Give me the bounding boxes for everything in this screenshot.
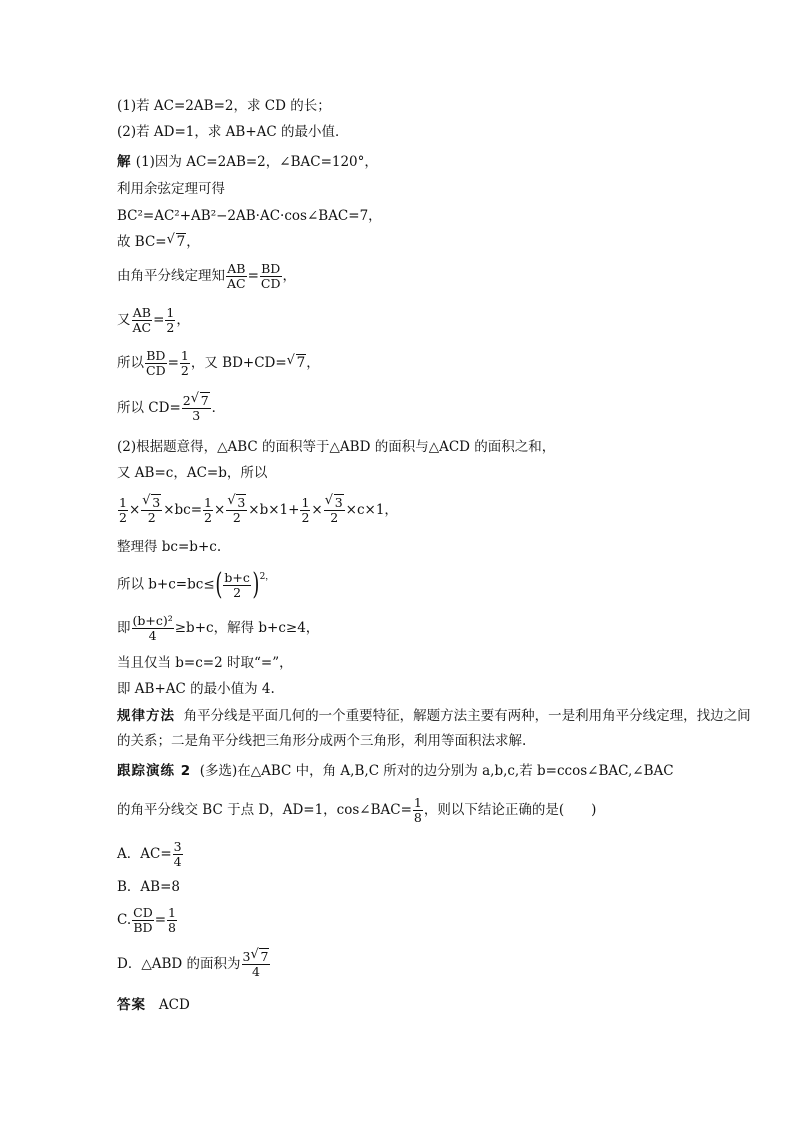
fraction: $\frac{BD}{CD}$ bbox=[260, 261, 281, 291]
fraction: $\frac{CD}{BD}$ bbox=[133, 905, 153, 935]
option-d: D．△ABD 的面积为 3 √ 7 4 bbox=[117, 947, 269, 979]
fraction: 2 √ 7 3 bbox=[182, 391, 209, 423]
fraction: √ 3 2 bbox=[142, 493, 161, 525]
fraction: $\frac{3}{4}$ bbox=[173, 839, 182, 869]
option-c: C. $\frac{CD}{BD}$ = $\frac{1}{8}$ bbox=[117, 905, 176, 935]
option-a: A．AC= $\frac{3}{4}$ bbox=[117, 839, 182, 869]
solution-label: 解 bbox=[117, 154, 132, 170]
fraction: 3 √ 7 4 bbox=[242, 947, 269, 979]
question-1: (1)若 AC=2AB=2，求 CD 的长； bbox=[117, 98, 331, 114]
fraction: $\frac{1}{2}$ bbox=[301, 495, 310, 525]
sqrt: √ 7 bbox=[286, 353, 306, 371]
solution-line-2: 利用余弦定理可得 bbox=[117, 181, 225, 197]
solution-line-6: 又 $\frac{AB}{AC}$ = $\frac{1}{2}$ ， bbox=[117, 305, 190, 335]
solution-line-4: 故 BC= √ 7， bbox=[117, 232, 200, 250]
fraction: √ 3 2 bbox=[227, 493, 246, 525]
fraction: √ 3 2 bbox=[324, 493, 343, 525]
solution-line-14: 即 $\frac{\text{(b+c)²}}{4}$ ≥b+c，解得 b+c≥4， bbox=[117, 613, 320, 643]
fraction: $\frac{1}{2}$ bbox=[180, 348, 189, 378]
sqrt: √ 7 bbox=[166, 232, 186, 250]
question-2: (2)若 AD=1，求 AB+AC 的最小值． bbox=[117, 124, 349, 140]
solution-line-12: 整理得 bc=b+c. bbox=[117, 539, 222, 555]
fraction: $\frac{AB}{AC}$ bbox=[132, 305, 152, 335]
solution-line-10: 又 AB=c，AC=b，所以 bbox=[117, 465, 268, 481]
fraction: $\frac{\text{(b+c)²}}{4}$ bbox=[132, 613, 173, 643]
fraction: $\frac{1}{2}$ bbox=[204, 495, 212, 525]
solution-line-9: (2)根据题意得，△ABC 的面积等于△ABD 的面积与△ACD 的面积之和， bbox=[117, 439, 556, 455]
fraction: $\frac{BD}{CD}$ bbox=[146, 348, 166, 378]
solution-line-16: 即 AB+AC 的最小值为 4. bbox=[117, 681, 275, 697]
solution-line-11: $\frac{1}{2}$ × √ 3 2 ×bc= $\frac{1}{2}$ × √ 3 2 ×b×1+ $\frac{1}{2}$ × √ 3 2 ×c×1， bbox=[119, 493, 398, 525]
fraction: $\frac{b+c}{2}$ bbox=[224, 569, 250, 600]
method-paragraph: 规律方法 角平分线是平面几何的一个重要特征，解题方法主要有两种，一是利用角平分线定理，找边之间的关系；二是角平分线把三角形分成两个三角形，利用等面积法求解. bbox=[117, 708, 751, 749]
solution-line-3: BC²=AC²+AB²−2AB·AC·cos∠BAC=7， bbox=[117, 208, 382, 224]
fraction: $\frac{AB}{AC}$ bbox=[227, 261, 246, 291]
practice-line-1: 跟踪演练 2 (多选)在△ABC 中，角 A,B,C 所对的边分别为 a,b,c,若 b=ccos∠BAC,∠BAC bbox=[117, 763, 674, 779]
option-b: B．AB=8 bbox=[117, 879, 180, 895]
fraction: $\frac{1}{2}$ bbox=[166, 305, 175, 335]
solution-line-15: 当且仅当 b=c=2 时取“=”， bbox=[117, 655, 293, 671]
answer-line bbox=[117, 996, 754, 1014]
solution-line-7: 所以 $\frac{BD}{CD}$ = $\frac{1}{2}$ ，又 BD+CD= √ 7， bbox=[117, 348, 320, 378]
fraction: $\frac{1}{8}$ bbox=[168, 905, 176, 935]
practice-label: 跟踪演练 2 bbox=[117, 763, 192, 779]
solution-line-8: 所以 CD= 2 √ 7 3 ． bbox=[117, 391, 226, 423]
answer-value: ACD bbox=[158, 997, 190, 1013]
solution-line-5: 由角平分线定理知 $\frac{AB}{AC}$ = $\frac{BD}{CD}$ ， bbox=[117, 261, 296, 291]
answer-label: 答案 bbox=[117, 997, 146, 1013]
fraction: $\frac{1}{2}$ bbox=[119, 495, 127, 525]
fraction: $\frac{1}{8}$ bbox=[413, 795, 422, 825]
practice-line-2: 的角平分线交 BC 于点 D，AD=1，cos∠BAC= $\frac{1}{8}$ ，则以下结论正确的是( ) bbox=[117, 795, 597, 825]
solution-line-13: 所以 b+c=bc≤( $\frac{b+c}{2}$ )$^{2,}$ bbox=[117, 567, 275, 602]
method-label: 规律方法 bbox=[117, 708, 175, 724]
solution-line-1: 解 (1)因为 AC=2AB=2，∠BAC=120°， bbox=[117, 154, 378, 170]
